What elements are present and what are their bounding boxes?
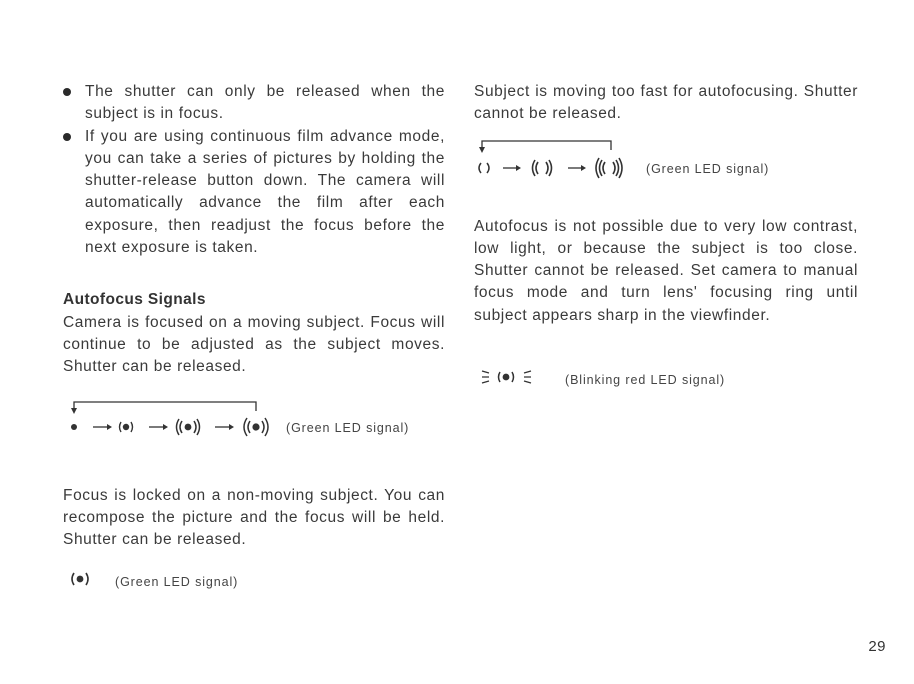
bullet-item [63, 81, 445, 126]
autofocus-not-possible-description: Autofocus is not possible due to very low contrast, low light, or because the subject is too close. Shutter cannot be released. Set camera to manual focus mode and turn lens' focusing ring until subject appears sharp in the viewfinder. [474, 217, 858, 324]
page-number: 29 [868, 638, 886, 655]
led-signal-label: (Green LED signal) [115, 575, 239, 590]
bullet-dot-icon [63, 88, 71, 96]
bullet-dot-icon [63, 133, 71, 141]
focus-locked-description: Focus is locked on a non-moving subject. You can recompose the picture and the focus will be held. Shutter can be released. [63, 486, 445, 549]
too-fast-description: Subject is moving too fast for autofocusing. Shutter cannot be released. [474, 83, 858, 123]
right-column [474, 81, 858, 395]
left-column [63, 81, 445, 597]
led-sequence-icon [63, 397, 273, 447]
bullet-item [63, 126, 445, 260]
blinking-signal-diagram [474, 365, 858, 395]
focus-locked-signal-diagram [63, 567, 445, 597]
moving-subject-description: Camera is focused on a moving subject. Focus will continue to be adjusted as the subject moves. Shutter can be released. [63, 313, 445, 376]
blinking-led-icon [480, 365, 550, 393]
led-signal-label: (Blinking red LED signal) [565, 373, 726, 388]
too-fast-signal-diagram [474, 134, 858, 184]
led-sequence-icon [474, 136, 649, 182]
bullet-text: The shutter can only be released when the subject is in focus. [85, 83, 445, 123]
bullet-text: If you are using continuous film advance mode, you can take a series of pictures by holding the shutter-release button down. The camera will automatically advance the film after each exposure, then readjust the focus before the next exposure is taken. [85, 127, 445, 257]
led-signal-label: (Green LED signal) [646, 161, 770, 176]
moving-subject-signal-diagram [63, 393, 445, 455]
section-heading: Autofocus Signals [63, 291, 206, 309]
steady-led-icon [68, 567, 98, 591]
led-signal-label: (Green LED signal) [286, 420, 410, 435]
